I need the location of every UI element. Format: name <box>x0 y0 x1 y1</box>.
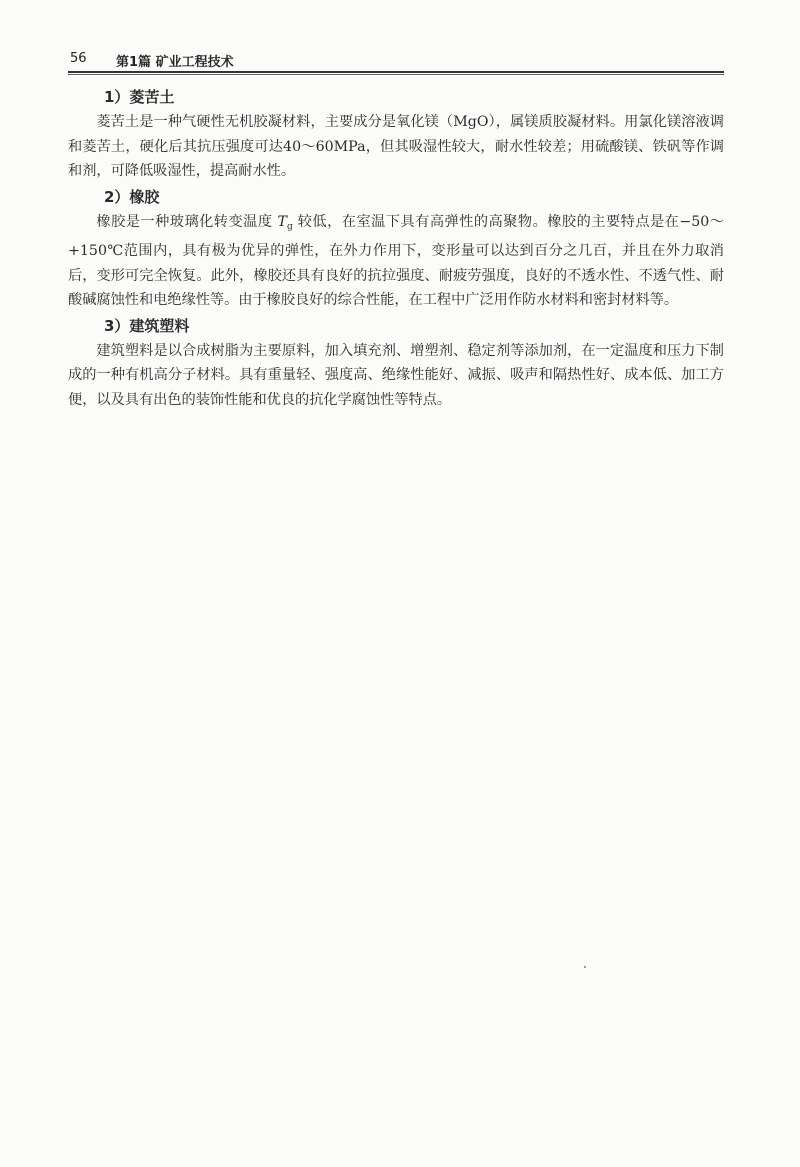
chapter-title: 第1篇 矿业工程技术 <box>116 55 234 70</box>
section-heading: 2）橡胶 <box>104 187 160 206</box>
page-header <box>68 49 724 71</box>
header-rule <box>68 71 724 73</box>
glass-transition-symbol: $T_g$ <box>277 213 293 232</box>
symbol-subscript: g <box>286 221 293 232</box>
section-paragraph: 菱苦土是一种气硬性无机胶凝材料，主要成分是氧化镁（MgO），属镁质胶凝材料。用氯化镁溶液调和菱苦土，硬化后其抗压强度可达40～60MPa，但其吸湿性较大，耐水性较差；用硫酸镁、铁矾等作调和剂，可降低吸湿性，提高耐水性。 <box>68 114 724 179</box>
speck-mark <box>584 966 586 968</box>
section-heading: 3）建筑塑料 <box>104 316 190 335</box>
section-magnesia <box>68 84 724 184</box>
page-body <box>68 84 724 412</box>
section-rubber <box>68 184 724 313</box>
paragraph-text: 较低，在室温下具有高弹性的高聚物。橡胶的主要特点是在−50～+150℃范围内，具有极为优异的弹性，在外力作用下，变形量可以达到百分之几百，并且在外力取消后，变形可完全恢复。此外，橡胶还具有良好的抗拉强度、耐疲劳强度，良好的不透水性、不透气性、耐酸碱腐蚀性和电绝缘性等。由于橡胶良好的综合性能，在工程中广泛用作防水材料和密封材料等。 <box>68 213 724 308</box>
section-paragraph <box>68 210 724 313</box>
paragraph-text: 橡胶是一种玻璃化转变温度 <box>96 213 273 230</box>
section-heading: 1）菱苦土 <box>104 88 175 106</box>
section-paragraph: 建筑塑料是以合成树脂为主要原料，加入填充剂、增塑剂、稳定剂等添加剂，在一定温度和压力下制成的一种有机高分子材料。具有重量轻、强度高、绝缘性能好、减振、吸声和隔热性好、成本低、加工方便，以及具有出色的装饰性能和优良的抗化学腐蚀性等特点。 <box>68 342 724 408</box>
page-number: 56 <box>70 51 87 66</box>
section-plastics <box>68 313 724 413</box>
header-rule-thin <box>68 74 724 75</box>
